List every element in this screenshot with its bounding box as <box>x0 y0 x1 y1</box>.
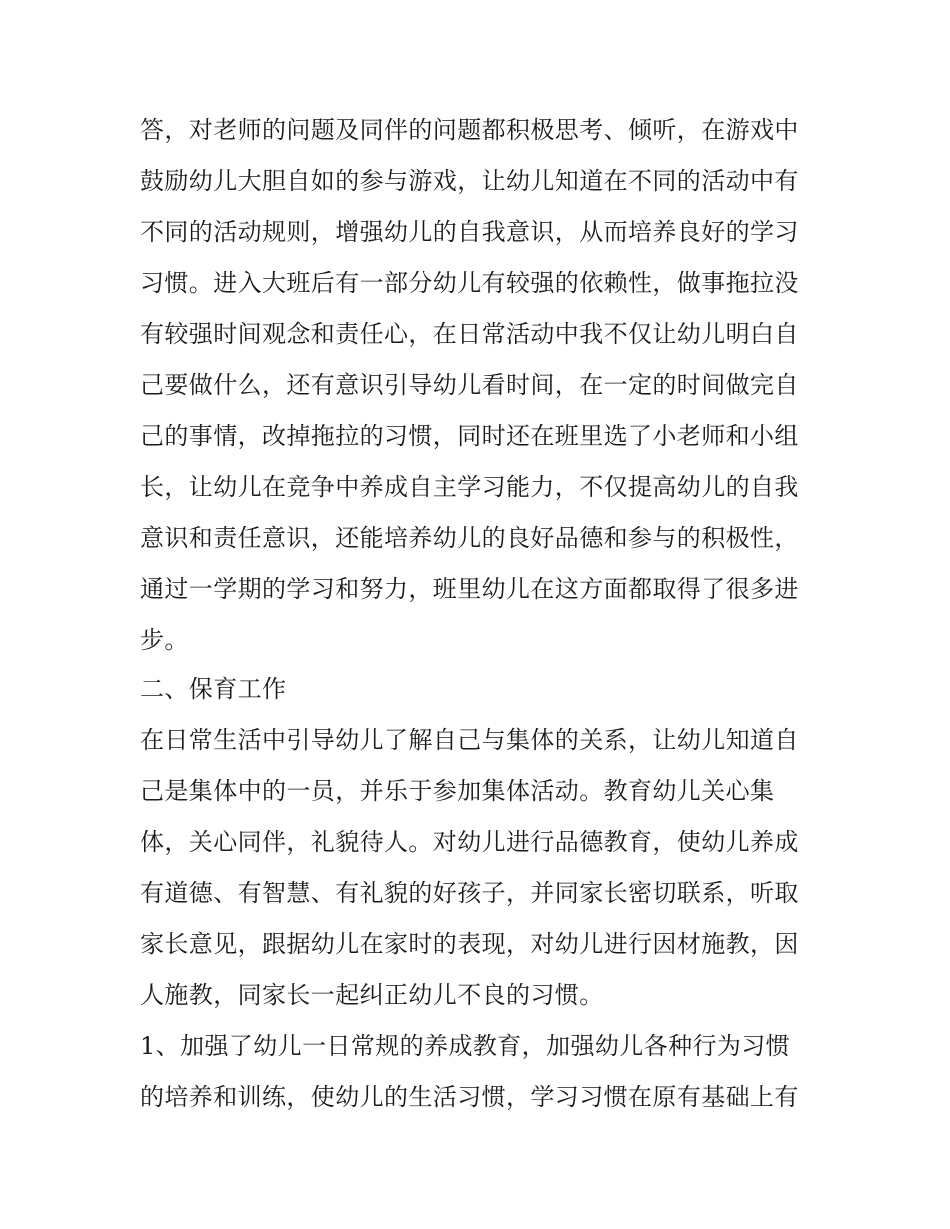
paragraph-line: 己的事情，改掉拖拉的习惯，同时还在班里选了小老师和小组 <box>140 422 799 450</box>
paragraph-line: 己要做什么，还有意识引导幼儿看时间，在一定的时间做完自 <box>140 371 799 399</box>
paragraph-line: 人施教，同家长一起纠正幼儿不良的习惯。 <box>140 981 604 1009</box>
section-heading: 二、保育工作 <box>140 675 287 703</box>
paragraph-line: 步。 <box>140 626 189 654</box>
paragraph-line: 在日常生活中引导幼儿了解自己与集体的关系，让幼儿知道自 <box>140 726 799 754</box>
paragraph-line: 习惯。进入大班后有一部分幼儿有较强的依赖性，做事拖拉没 <box>140 269 799 297</box>
paragraph-line: 意识和责任意识，还能培养幼儿的良好品德和参与的积极性， <box>140 524 799 552</box>
paragraph-line: 长，让幼儿在竞争中养成自主学习能力，不仅提高幼儿的自我 <box>140 473 799 501</box>
paragraph-line: 鼓励幼儿大胆自如的参与游戏，让幼儿知道在不同的活动中有 <box>140 167 799 195</box>
paragraph-line: 有道德、有智慧、有礼貌的好孩子，并同家长密切联系，听取 <box>140 879 799 907</box>
paragraph-line: 有较强时间观念和责任心，在日常活动中我不仅让幼儿明白自 <box>140 320 799 348</box>
paragraph-line: 体，关心同伴，礼貌待人。对幼儿进行品德教育，使幼儿养成 <box>140 828 799 856</box>
paragraph-line: 不同的活动规则，增强幼儿的自我意识，从而培养良好的学习 <box>140 218 799 246</box>
list-item-line: 的培养和训练，使幼儿的生活习惯，学习习惯在原有基础上有 <box>140 1083 799 1111</box>
paragraph-line: 通过一学期的学习和努力，班里幼儿在这方面都取得了很多进 <box>140 575 799 603</box>
paragraph-line: 家长意见，跟据幼儿在家时的表现，对幼儿进行因材施教，因 <box>140 930 799 958</box>
paragraph-line: 答，对老师的问题及同伴的问题都积极思考、倾听，在游戏中 <box>140 116 799 144</box>
paragraph-line: 己是集体中的一员，并乐于参加集体活动。教育幼儿关心集 <box>140 777 775 805</box>
list-item-line: 1、加强了幼儿一日常规的养成教育，加强幼儿各种行为习惯 <box>140 1032 791 1060</box>
